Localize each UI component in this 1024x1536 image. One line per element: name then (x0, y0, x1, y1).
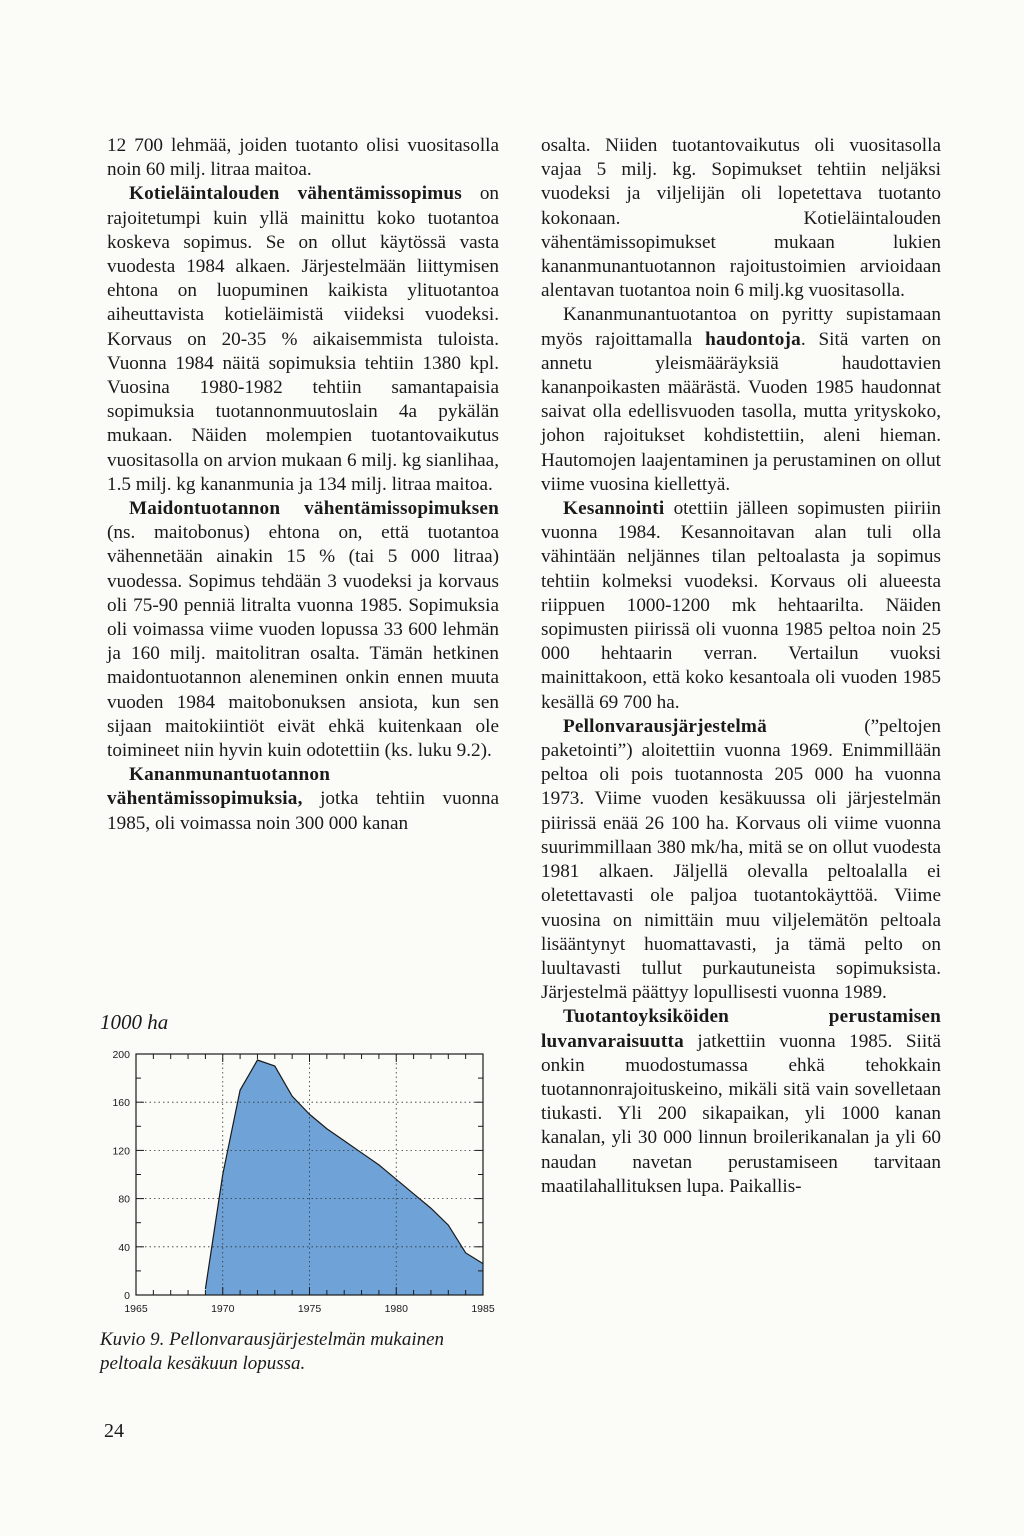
right-text-column (541, 134, 941, 1199)
paragraph: Maidontuotannon vähentämissopimuksen (ns. maitobonus) ehtona on, että tuotantoa vähennetään ainakin 15 % (tai 5 000 litraa) vuodessa. Sopimus tehdään 3 vuodeksi ja korvaus oli 75-90 penniä litralta vuonna 1985. Sopimuksia oli voimassa viime vuoden lopussa 33 600 lehmän ja 160 milj. maitolitran osalta. Tämän hetkinen maidontuotannon aleneminen onkin ennen muuta vuoden 1984 maitobonuksen ansiota, kun sen sijaan maitokiintiöt eivät ehkä kuitenkaan ole toimineet niin hyvin kuin odotettiin (ks. luku 9.2). (107, 498, 499, 762)
paragraph: Kananmunantuotannon vähentämissopimuksia, jotka tehtiin vuonna 1985, oli voimassa noin 300 000 kanan (107, 764, 499, 834)
paragraph: Pellonvarausjärjestelmä (”peltojen paketointi”) aloitettiin vuonna 1969. Enimmillään peltoa oli pois tuotannosta 205 000 ha vuonna 1973. Viime vuoden kesäkuussa oli järjestelmän piirissä enää 26 100 ha. Korvaus oli viime vuonna suurimmillaan 380 mk/ha, mitä se on ollut vuodesta 1981 alkaen. Jäljellä olevalla peltoalalla ei oletettavasti ole paljoa tuotantokäyttöä. Viime vuosina on nimittäin muu viljelemätön peltoala lisääntynyt huomattavasti, ja tämä pelto on luultavasti tullut purkautuneista sopimuksista. Järjestelmä päättyy lopullisesti vuonna 1989. (541, 715, 941, 1004)
y-tick-label: 40 (118, 1241, 130, 1254)
x-tick-label: 1980 (384, 1303, 408, 1315)
paragraph: Kananmunantuotantoa on pyritty supistamaan myös rajoittamalla haudontoja. Sitä varten on annetu yleismääräyksiä haudottavien kananpoikasten määrästä. Vuoden 1985 haudonnat saivat olla edellisvuoden tasolla, mutta yrityskoko, johon rajoitukset kohdistettiin, aleni hieman. Hautomojen laajentaminen ja perustaminen on ollut viime vuosina kiellettyä. (541, 304, 941, 495)
area-series (205, 1060, 483, 1295)
paragraph: Kotieläintalouden vähentämissopimus on rajoitetumpi kuin yllä mainittu koko tuotantoa koskeva sopimus. Se on ollut käytössä vasta vuodesta 1984 alkaen. Järjestelmään liittymisen ehtona on luopuminen kaikista ylituotantoa aiheuttavista kotieläimistä viideksi vuodeksi. Korvaus on 20-35 % aikaisemmista tuloista. Vuonna 1984 näitä sopimuksia tehtiin 1380 kpl. Vuosina 1980-1982 tehtiin samantapaisia sopimuksia tuotannonmuutoslain 4a pykälän mukaan. Näiden molempien tuotantovaikutus vuositasolla on arvion mukaan 6 milj. kg sianlihaa, 1.5 milj. kg kananmunia ja 134 milj. litraa maitoa. (107, 183, 499, 495)
y-tick-label: 0 (124, 1290, 130, 1302)
figure (96, 1008, 516, 1388)
paragraph: Tuotantoyksiköiden perustamisen luvanvaraisuutta jatkettiin vuonna 1985. Siitä onkin muodostumassa ehkä tehokkain tuotannonrajoituskeino, mikäli sitä vain sovelletaan tiukasti. Yli 200 sikapaikan, yli 1000 kanan kanalan, yli 30 000 linnun broilerikanalan ja yli 60 naudan navetan perustamiseen tarvitaan maatilahallituksen lupa. Paikallis- (541, 1006, 941, 1197)
y-tick-label: 160 (112, 1097, 130, 1110)
left-text-column (107, 134, 499, 836)
x-tick-label: 1975 (297, 1303, 322, 1315)
x-tick-label: 1965 (124, 1303, 148, 1315)
y-tick-label: 120 (112, 1145, 130, 1158)
area-chart (96, 1038, 516, 1328)
paragraph: Kesannointi otettiin jälleen sopimusten piiriin vuonna 1984. Kesannoitavan alan tuli olla vähintään neljännes tilan peltoalasta ja sopimus tehtiin kolmeksi vuodeksi. Korvaus oli alueesta riippuen 1000-1200 mk hehtaarilta. Näiden sopimusten piirissä oli vuonna 1985 peltoa noin 25 000 hehtaarin verran. Vertailun vuoksi mainittakoon, että koko kesantoala oli vuoden 1985 kesällä 69 700 ha. (541, 498, 941, 713)
y-tick-label: 200 (112, 1049, 130, 1061)
x-tick-label: 1985 (471, 1303, 495, 1315)
figure-caption: Kuvio 9. Pellonvarausjärjestelmän mukainen peltoala kesäkuun lopussa. (100, 1329, 445, 1374)
paragraph: 12 700 lehmää, joiden tuotanto olisi vuositasolla noin 60 milj. litraa maitoa. (107, 135, 499, 181)
paragraph: osalta. Niiden tuotantovaikutus oli vuositasolla vajaa 5 milj. kg. Sopimukset tehtiin neljäksi vuodeksi ja viljelijän oli lopetettava tuotanto kokonaan. Kotieläintalouden vähentämissopimukset mukaan lukien kananmunantuotannon rajoitustoimien arvioidaan alentavan tuotantoa noin 6 milj.kg vuositasolla. (541, 135, 941, 302)
page-number: 24 (104, 1420, 124, 1442)
y-tick-label: 80 (118, 1193, 130, 1206)
y-unit-label: 1000 ha (100, 1010, 169, 1034)
x-tick-label: 1970 (211, 1303, 235, 1315)
